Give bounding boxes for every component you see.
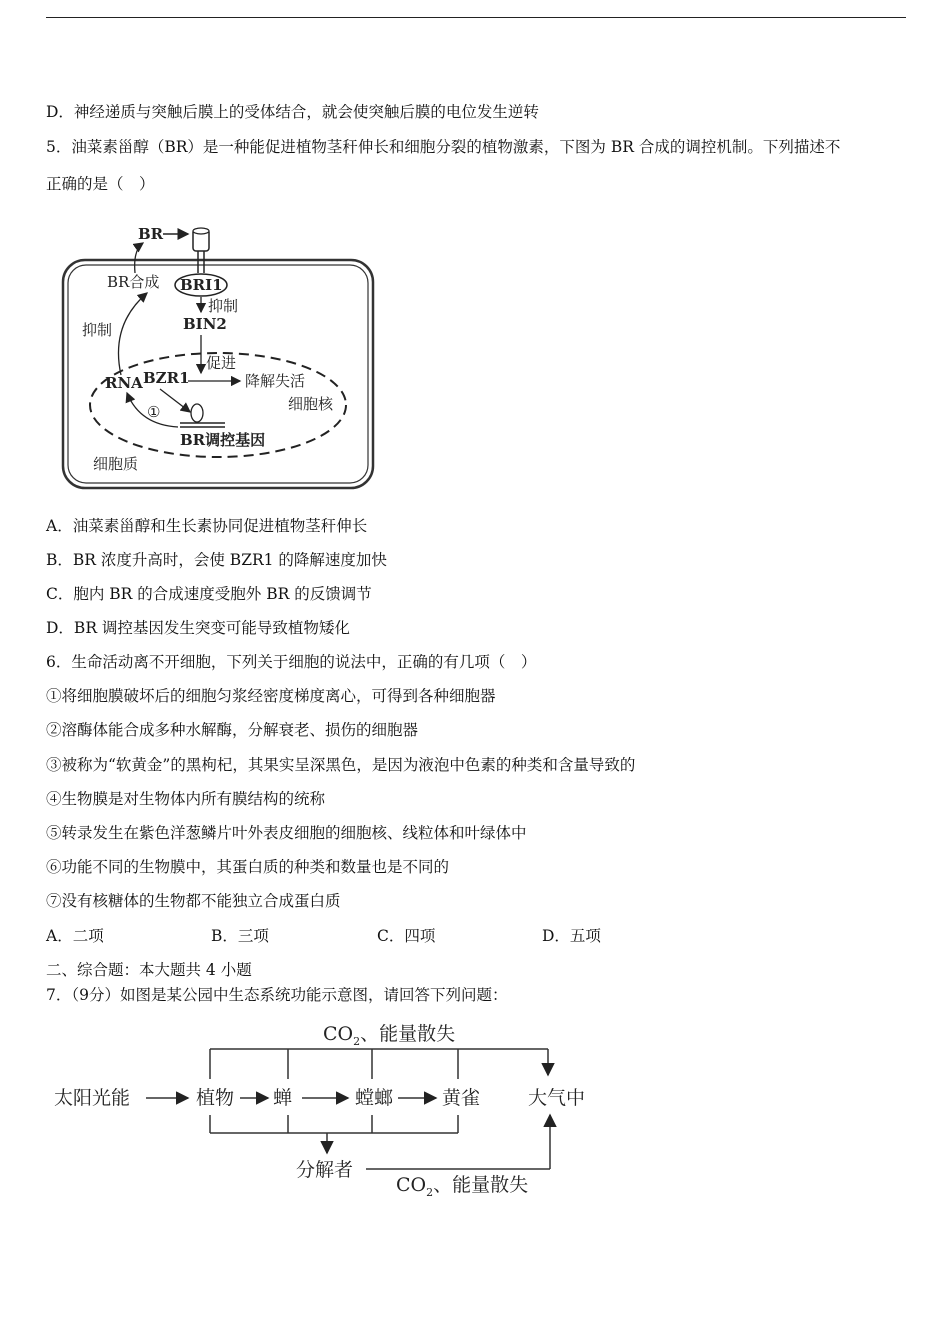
- q5-stem-line2: 正确的是（ ）: [46, 175, 155, 193]
- node-mantis: 螳螂: [355, 1087, 394, 1109]
- label-inhibit-2: 抑制: [82, 321, 113, 339]
- q5-option-c: C．胞内 BR 的合成速度受胞外 BR 的反馈调节: [46, 585, 372, 603]
- label-cytoplasm: 细胞质: [93, 455, 139, 473]
- label-bri1: BRI1: [180, 276, 223, 294]
- q6-item-4: ④生物膜是对生物体内所有膜结构的统称: [46, 790, 326, 808]
- node-atmosphere: 大气中: [528, 1087, 586, 1109]
- gene-binding-site: [191, 404, 203, 422]
- q6-option-c: C．四项: [377, 927, 436, 945]
- q5-option-b: B．BR 浓度升高时，会使 BZR1 的降解速度加快: [46, 551, 387, 569]
- q4-option-d: D．神经递质与突触后膜上的受体结合，就会使突触后膜的电位发生逆转: [46, 103, 539, 121]
- node-decomposer: 分解者: [296, 1159, 354, 1181]
- label-promote: 促进: [206, 354, 237, 372]
- node-plant: 植物: [196, 1087, 235, 1109]
- q5-option-a: A．油菜素甾醇和生长素协同促进植物茎秆伸长: [46, 517, 368, 535]
- label-br-synthesis: BR合成: [107, 273, 160, 291]
- q7-stem: 7．（9分）如图是某公园中生态系统功能示意图，请回答下列问题：: [46, 986, 508, 1004]
- label-co2-bottom: $CO_2$、能量散失: [396, 1174, 529, 1199]
- q6-option-a: A．二项: [46, 927, 104, 945]
- label-bzr1: BZR1: [143, 369, 190, 387]
- label-step-1: ①: [147, 403, 161, 421]
- q6-item-2: ②溶酶体能合成多种水解酶，分解衰老、损伤的细胞器: [46, 721, 419, 739]
- header-rule: [46, 17, 906, 18]
- q6-option-d: D．五项: [542, 927, 601, 945]
- q6-item-5: ⑤转录发生在紫色洋葱鳞片叶外表皮细胞的细胞核、线粒体和叶绿体中: [46, 824, 527, 842]
- section-heading: 二、综合题：本大题共 4 小题: [46, 961, 252, 979]
- label-co2-top: $CO_2$、能量散失: [323, 1023, 456, 1048]
- label-degrade: 降解失活: [245, 372, 306, 390]
- q6-item-7: ⑦没有核糖体的生物都不能独立合成蛋白质: [46, 892, 341, 910]
- node-sun: 太阳光能: [54, 1087, 131, 1109]
- q6-stem: 6．生命活动离不开细胞，下列关于细胞的说法中，正确的有几项（ ）: [46, 653, 537, 671]
- q6-option-b: B．三项: [211, 927, 269, 945]
- q6-item-6: ⑥功能不同的生物膜中，其蛋白质的种类和数量也是不同的: [46, 858, 450, 876]
- label-nucleus: 细胞核: [288, 395, 334, 413]
- q6-item-3: ③被称为“软黄金”的黑枸杞，其果实呈深黑色，是因为液泡中色素的种类和含量导致的: [46, 756, 636, 774]
- q6-item-1: ①将细胞膜破坏后的细胞匀浆经密度梯度离心，可得到各种细胞器: [46, 687, 496, 705]
- label-rna: RNA: [105, 374, 143, 392]
- label-gene: BR调控基因: [180, 431, 266, 449]
- node-cicada: 蝉: [273, 1087, 293, 1109]
- label-inhibit-1: 抑制: [208, 297, 239, 315]
- q5-option-d: D．BR 调控基因发生突变可能导致植物矮化: [46, 619, 350, 637]
- label-br: BR: [138, 225, 164, 243]
- br-regulation-diagram: [55, 215, 385, 500]
- ecosystem-diagram: [40, 1015, 620, 1205]
- label-bin2: BIN2: [183, 315, 227, 333]
- q5-stem-line1: 5．油菜素甾醇（BR）是一种能促进植物茎秆伸长和细胞分裂的植物激素，下图为 BR 合成的调控机制。下列描述不: [46, 138, 841, 156]
- node-oriole: 黄雀: [442, 1087, 481, 1109]
